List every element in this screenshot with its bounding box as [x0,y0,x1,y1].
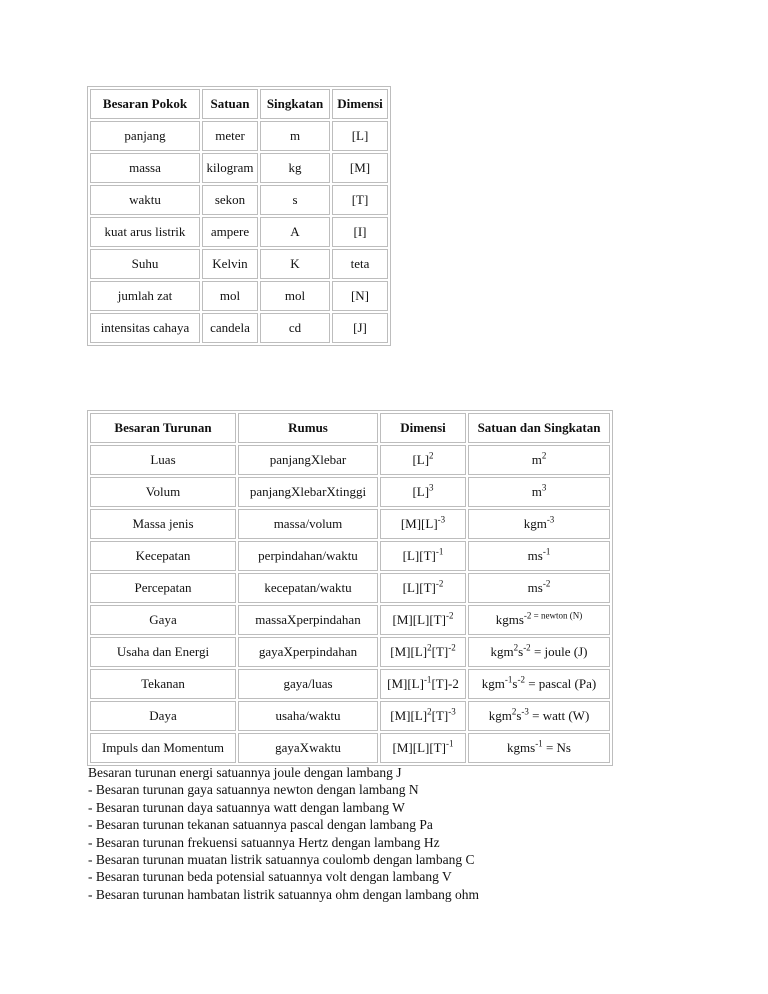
superscript: 2 [513,642,519,653]
note-line: - Besaran turunan frekuensi satuannya Hertz dengan lambang Hz [88,834,440,850]
dimension-cell: $[M][L]^{-1}[T]-2$ [380,669,466,699]
formula-cell: panjangXlebar [238,445,378,475]
formula-cell: gayaXwaktu [238,733,378,763]
table-cell: A [260,217,330,247]
table-row [90,477,610,507]
note-line: - Besaran turunan beda potensial satuannya volt dengan lambang V [88,869,452,885]
quantity-cell: Gaya [90,605,236,635]
table-cell: ampere [202,217,258,247]
column-header: Dimensi [332,89,388,119]
table-cell: cd [260,313,330,343]
column-header: Besaran Pokok [90,89,200,119]
table-cell: mol [260,281,330,311]
note-line: Besaran turunan energi satuannya joule dengan lambang J [88,765,402,780]
table-row [90,249,388,279]
superscript: -2 [445,610,454,621]
column-header: Satuan [202,89,258,119]
superscript: -2 [542,578,551,589]
table-row [90,541,610,571]
superscript: -1 [535,738,543,749]
superscript: -1 [504,674,513,685]
superscript: 2 [429,450,434,461]
table-cell: panjang [90,121,200,151]
note-line: - Besaran turunan tekanan satuannya pascal dengan lambang Pa [88,817,433,833]
table-cell: [J] [332,313,388,343]
table-cell: jumlah zat [90,281,200,311]
unit-cell: $kgm^2s^{-3}$ = watt (W) [468,701,610,731]
column-header: Singkatan [260,89,330,119]
superscript: 3 [541,482,547,493]
derived-quantities-table [87,410,613,766]
column-header: Dimensi [380,413,466,443]
note-line: - Besaran turunan daya satuannya watt dengan lambang W [88,799,405,815]
table-row [90,669,610,699]
unit-cell: $ms^{-2}$ [468,573,610,603]
table-cell: waktu [90,185,200,215]
table-cell: Kelvin [202,249,258,279]
quantity-cell: Percepatan [90,573,236,603]
superscript: -3 [448,706,456,717]
superscript: -2 [517,674,525,685]
unit-note: = newton (N) [531,610,583,621]
dimension-cell: $[M][L][T]^{-1}$ [380,733,466,763]
table-cell: [L] [332,121,388,151]
unit-cell: kgms$^{-1}$ = Ns [468,733,610,763]
table-cell: massa [90,153,200,183]
table-row [90,573,610,603]
table-row [90,509,610,539]
superscript: -2 [523,642,531,653]
superscript: -3 [521,706,529,717]
formula-cell: panjangXlebarXtinggi [238,477,378,507]
quantity-cell: Kecepatan [90,541,236,571]
table-cell: Suhu [90,249,200,279]
table-row [90,217,388,247]
quantity-cell: Impuls dan Momentum [90,733,236,763]
formula-cell: usaha/waktu [238,701,378,731]
superscript: -2 [448,642,456,653]
table-cell: [N] [332,281,388,311]
table-cell: K [260,249,330,279]
table-row [90,637,610,667]
superscript: -3 [437,514,446,525]
table-cell: kuat arus listrik [90,217,200,247]
formula-cell: perpindahan/waktu [238,541,378,571]
table-row [90,445,610,475]
formula-cell: massaXperpindahan [238,605,378,635]
formula-cell: kecepatan/waktu [238,573,378,603]
table-row [90,153,388,183]
table-cell: meter [202,121,258,151]
superscript: -3 [546,514,555,525]
superscript: -1 [423,674,432,685]
unit-cell: $kgm^{-1}s^{-2}$ = pascal (Pa) [468,669,610,699]
formula-cell: gayaXperpindahan [238,637,378,667]
formula-cell: gaya/luas [238,669,378,699]
base-quantities-table [87,86,391,346]
table-cell: sekon [202,185,258,215]
superscript: 3 [429,482,434,493]
unit-cell: kgms$^{-2}$ $^{= newton (N)}$ [468,605,610,635]
unit-cell: $kgm^2s^{-2}$ = joule (J) [468,637,610,667]
unit-cell: $ms^{-1}$ [468,541,610,571]
dimension-cell: $[L]^3$ [380,477,466,507]
table-row [90,121,388,151]
dimension-cell: $[M][L][T]^{-2}$ [380,605,466,635]
table-cell: mol [202,281,258,311]
superscript: 2 [511,706,517,717]
table-header-row [90,89,388,119]
notes-list [88,764,479,903]
superscript: -1 [542,546,551,557]
superscript: -2 [523,610,532,621]
table-header-row [90,413,610,443]
note-line: - Besaran turunan muatan listrik satuannya coulomb dengan lambang C [88,852,475,868]
unit-cell: $m^3$ [468,477,610,507]
table-cell: kg [260,153,330,183]
table-cell: [M] [332,153,388,183]
superscript: 2 [427,642,432,653]
superscript: 2 [541,450,547,461]
quantity-cell: Volum [90,477,236,507]
table-row [90,701,610,731]
dimension-cell: $[L][T]^{-2}$ [380,573,466,603]
dimension-cell: $[M][L]^2[T]^{-3}$ [380,701,466,731]
table-cell: kilogram [202,153,258,183]
table-cell: intensitas cahaya [90,313,200,343]
table-row [90,185,388,215]
dimension-cell: $[L][T]^{-1}$ [380,541,466,571]
quantity-cell: Tekanan [90,669,236,699]
table-cell: [I] [332,217,388,247]
note-line: - Besaran turunan hambatan listrik satuannya ohm dengan lambang ohm [88,886,480,902]
column-header: Satuan dan Singkatan [468,413,610,443]
superscript: -1 [435,546,444,557]
dimension-cell: $[M][L]^{-3}$ [380,509,466,539]
superscript: -1 [445,738,454,749]
dimension-cell: $[L]^2$ [380,445,466,475]
superscript: 2 [427,706,432,717]
table-row [90,605,610,635]
quantity-cell: Usaha dan Energi [90,637,236,667]
table-cell: s [260,185,330,215]
quantity-cell: Luas [90,445,236,475]
unit-cell: kgm$^{-3}$ [468,509,610,539]
unit-cell: $m^2$ [468,445,610,475]
table-cell: [T] [332,185,388,215]
note-line: - Besaran turunan gaya satuannya newton dengan lambang N [88,782,419,798]
table-cell: candela [202,313,258,343]
formula-cell: massa/volum [238,509,378,539]
quantity-cell: Daya [90,701,236,731]
table-row [90,281,388,311]
column-header: Besaran Turunan [90,413,236,443]
table-row [90,733,610,763]
table-row [90,313,388,343]
superscript: -2 [435,578,444,589]
column-header: Rumus [238,413,378,443]
table-cell: teta [332,249,388,279]
quantity-cell: Massa jenis [90,509,236,539]
table-cell: m [260,121,330,151]
dimension-cell: $[M][L]^2[T]^{-2}$ [380,637,466,667]
